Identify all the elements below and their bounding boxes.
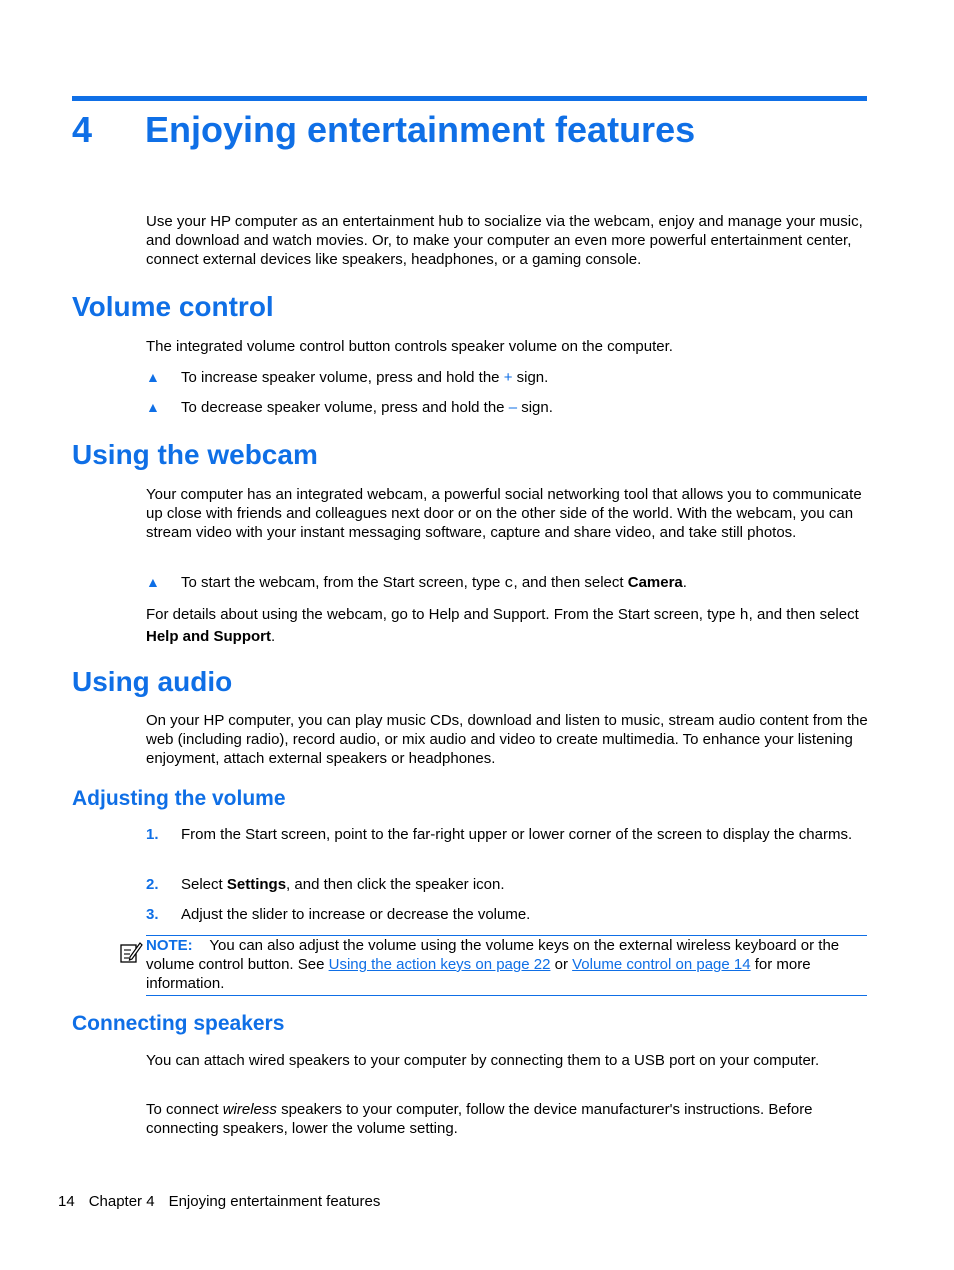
- speakers-text-wired: You can attach wired speakers to your computer by connecting them to a USB port on your computer.: [146, 1052, 820, 1069]
- webcam-details: For details about using the webcam, go to Help and Support. From the Start screen, type h, and then select Help and Support.: [146, 606, 859, 645]
- note-text: NOTE: You can also adjust the volume using the volume keys on the external wireless keyboard or the volume control button. See Using the action keys on page 22 or Volume control on page 14 for more information.: [146, 937, 840, 992]
- section-heading-audio: Using audio: [72, 666, 233, 697]
- bullet-triangle-icon: ▲: [146, 574, 160, 590]
- page-footer: [58, 1192, 380, 1211]
- chapter-number: 4: [72, 109, 93, 150]
- footer-chapter-title: Enjoying entertainment features: [168, 1193, 381, 1210]
- step-text: Adjust the slider to increase or decrease the volume.: [181, 906, 531, 923]
- chapter-rule: [72, 96, 867, 101]
- webcam-start-instruction: To start the webcam, from the Start screen, type c, and then select Camera.: [181, 574, 687, 592]
- volume-control-text: The integrated volume control button controls speaker volume on the computer.: [146, 338, 673, 355]
- volume-decrease-instruction: To decrease speaker volume, press and hold the – sign.: [181, 399, 553, 416]
- link-volume-control[interactable]: Volume control on page 14: [572, 956, 751, 973]
- page-number: 14: [58, 1193, 75, 1210]
- chapter-title: Enjoying entertainment features: [145, 109, 696, 150]
- volume-increase-instruction: To increase speaker volume, press and hold the + sign.: [181, 369, 549, 386]
- bullet-triangle-icon: ▲: [146, 369, 160, 385]
- speakers-text-wireless: To connect wireless speakers to your computer, follow the device manufacturer's instructions. Before connecting speakers, lower the volume setting.: [146, 1101, 813, 1137]
- subsection-heading-adjusting-volume: Adjusting the volume: [72, 787, 286, 810]
- step-text: Select Settings, and then click the speaker icon.: [181, 876, 505, 893]
- audio-text: On your HP computer, you can play music CDs, download and listen to music, stream audio content from the web (including radio), record audio, or mix audio and video to create multimedia. To enhance your listening enjoyment, attach external speakers or headphones.: [146, 712, 868, 767]
- step-number: 1.: [146, 826, 159, 843]
- chapter-intro: Use your HP computer as an entertainment hub to socialize via the webcam, enjoy and manage your music, and download and watch movies. Or, to make your computer an even more powerful entertainment center, connect external devices like speakers, headphones, or a gaming console.: [146, 213, 863, 268]
- bullet-triangle-icon: ▲: [146, 399, 160, 415]
- step-number: 2.: [146, 876, 159, 893]
- section-heading-volume-control: Volume control: [72, 291, 274, 322]
- note-pencil-icon: [119, 940, 143, 964]
- note-bottom-rule: [146, 995, 867, 996]
- section-heading-webcam: Using the webcam: [72, 439, 318, 470]
- step-number: 3.: [146, 906, 159, 923]
- note-label: NOTE:: [146, 937, 193, 954]
- plus-sign: +: [503, 369, 513, 386]
- footer-chapter-label: Chapter 4: [88, 1193, 155, 1210]
- subsection-heading-connecting-speakers: Connecting speakers: [72, 1012, 285, 1035]
- step-text: From the Start screen, point to the far-right upper or lower corner of the screen to display the charms.: [181, 826, 853, 843]
- webcam-text: Your computer has an integrated webcam, a powerful social networking tool that allows you to communicate up close with friends and colleagues next door or on the other side of the world. With the webcam, you can stream video with your instant messaging software, capture and share video, and take still photos.: [146, 486, 862, 541]
- minus-sign: –: [508, 399, 518, 416]
- link-action-keys[interactable]: Using the action keys on page 22: [328, 956, 551, 973]
